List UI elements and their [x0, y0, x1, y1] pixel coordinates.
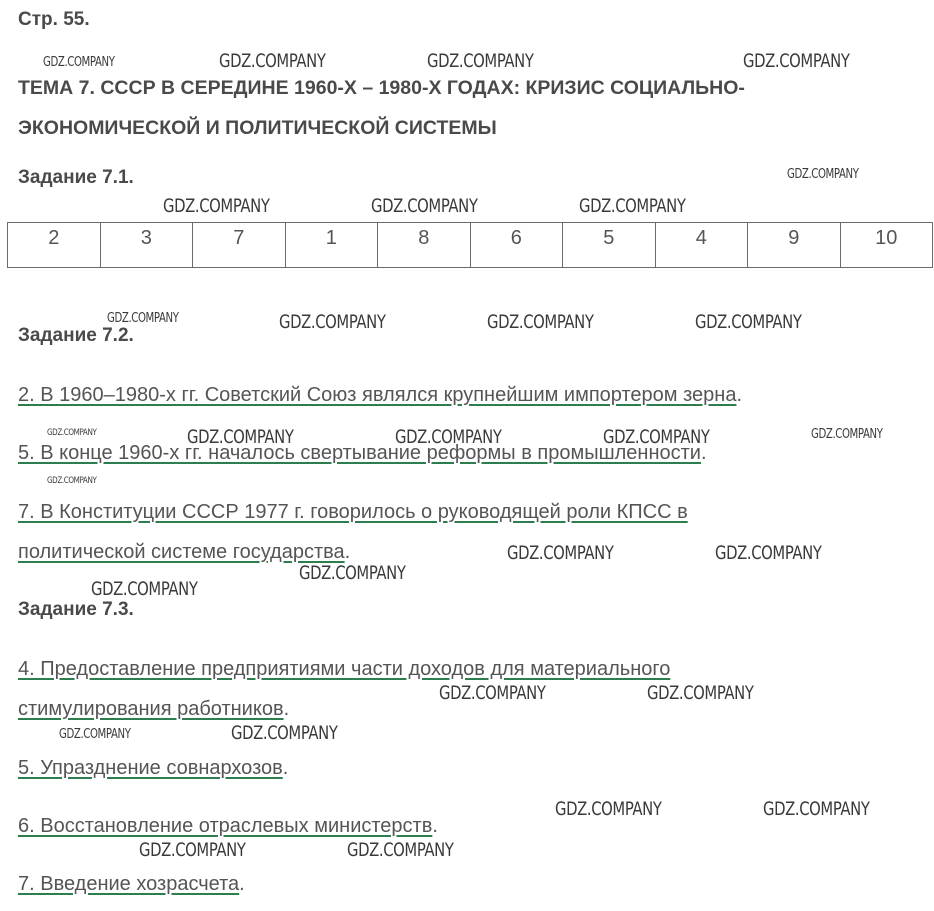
- answer-table: [7, 222, 933, 268]
- watermark: GDZ.COMPANY: [219, 50, 326, 72]
- watermark: GDZ.COMPANY: [763, 798, 870, 820]
- watermark: GDZ.COMPANY: [647, 682, 754, 704]
- watermark: GDZ.COMPANY: [43, 55, 115, 70]
- answer-line: [18, 748, 288, 788]
- watermark: GDZ.COMPANY: [555, 798, 662, 820]
- watermark: GDZ.COMPANY: [279, 311, 386, 333]
- watermark: GDZ.COMPANY: [107, 311, 179, 326]
- answer-cell-2: 3: [100, 223, 193, 268]
- answer-cell-7: 5: [563, 223, 656, 268]
- answer-punct: .: [736, 384, 743, 406]
- answer-text: 7. Введение хозрасчета: [18, 873, 240, 895]
- watermark: GDZ.COMPANY: [91, 578, 198, 600]
- answer-punct: .: [282, 757, 289, 779]
- task-7-3-title: Задание 7.3.: [18, 599, 134, 620]
- watermark: GDZ.COMPANY: [695, 311, 802, 333]
- answer-cell-1: 2: [8, 223, 101, 268]
- answer-text: 6. Восстановление отраслевых министерств: [18, 815, 433, 837]
- answer-row: [8, 223, 933, 268]
- watermark: GDZ.COMPANY: [187, 426, 294, 448]
- answer-cell-6: 6: [470, 223, 563, 268]
- answer-text: 7. В Конституции СССР 1977 г. говорилось о руководящей роли КПСС в: [18, 501, 688, 523]
- answer-punct: .: [344, 541, 351, 563]
- answer-line: [18, 492, 688, 532]
- task-7-2-title: Задание 7.2.: [18, 325, 134, 346]
- answer-line: [18, 649, 670, 689]
- answer-text: 2. В 1960–1980-х гг. Советский Союз являлся крупнейшим импортером зерна: [18, 384, 737, 406]
- watermark: GDZ.COMPANY: [439, 682, 546, 704]
- watermark: GDZ.COMPANY: [603, 426, 710, 448]
- answer-cell-4: 1: [285, 223, 378, 268]
- watermark: GDZ.COMPANY: [231, 722, 338, 744]
- answer-text: 5. В конце 1960-х гг. началось свертывание реформы в промышленности: [18, 442, 701, 464]
- answer-cell-3: 7: [193, 223, 286, 268]
- watermark: GDZ.COMPANY: [347, 839, 454, 861]
- watermark: GDZ.COMPANY: [395, 426, 502, 448]
- watermark: GDZ.COMPANY: [371, 195, 478, 217]
- watermark: GDZ.COMPANY: [139, 839, 246, 861]
- watermark: GDZ.COMPANY: [715, 542, 822, 564]
- watermark: GDZ.COMPANY: [811, 427, 883, 442]
- answer-cell-9: 9: [748, 223, 841, 268]
- answer-punct: .: [700, 442, 707, 464]
- answer-text: 4. Предоставление предприятиями части доходов для материального: [18, 658, 671, 680]
- watermark: GDZ.COMPANY: [787, 167, 859, 182]
- answer-text: 5. Упразднение совнархозов: [18, 757, 283, 779]
- answer-punct: .: [283, 698, 290, 720]
- answer-line: [18, 864, 245, 904]
- answer-cell-5: 8: [378, 223, 471, 268]
- watermark: GDZ.COMPANY: [507, 542, 614, 564]
- watermark: GDZ.COMPANY: [579, 195, 686, 217]
- answer-text: политической системе государства: [18, 541, 345, 563]
- answer-punct: .: [432, 815, 438, 837]
- watermark: GDZ.COMPANY: [299, 562, 406, 584]
- watermark: GDZ.COMPANY: [47, 476, 97, 486]
- answer-text: стимулирования работников: [18, 698, 284, 720]
- watermark: GDZ.COMPANY: [59, 727, 131, 742]
- watermark: GDZ.COMPANY: [427, 50, 534, 72]
- answer-punct: .: [239, 873, 245, 895]
- page-reference: Стр. 55.: [18, 9, 90, 30]
- answer-line: [18, 375, 742, 415]
- task-7-1-title: Задание 7.1.: [18, 167, 134, 188]
- watermark: GDZ.COMPANY: [743, 50, 850, 72]
- watermark: GDZ.COMPANY: [487, 311, 594, 333]
- answer-cell-10: 10: [840, 223, 933, 268]
- watermark: GDZ.COMPANY: [163, 195, 270, 217]
- watermark: GDZ.COMPANY: [47, 428, 97, 438]
- theme-title: ТЕМА 7. СССР В СЕРЕДИНЕ 1960-Х – 1980-Х ГОДАХ: КРИЗИС СОЦИАЛЬНО-ЭКОНОМИЧЕСКОЙ И ПОЛИТИЧЕСКОЙ СИСТЕМЫ: [18, 77, 745, 139]
- answer-cell-8: 4: [655, 223, 748, 268]
